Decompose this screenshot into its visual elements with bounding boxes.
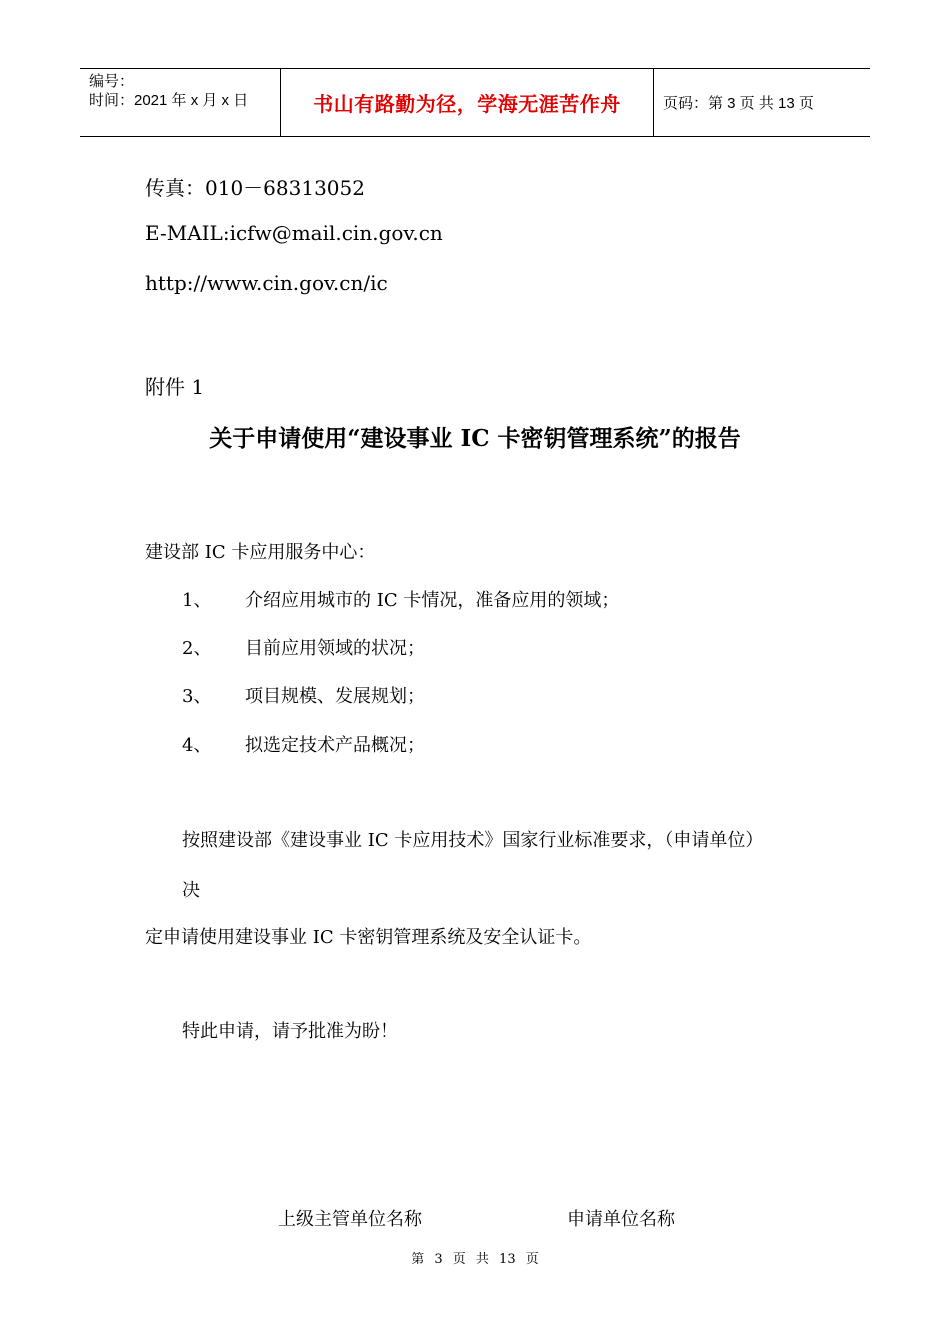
- list-item-number: 4、: [182, 735, 212, 756]
- motto: 书山有路勤为径，学海无涯苦作舟: [313, 94, 621, 116]
- superior-unit-signature: 上级主管单位名称: [278, 1209, 422, 1230]
- list-item-text: 项目规模、发展规划；: [245, 686, 425, 707]
- salutation: 建设部 IC 卡应用服务中心：: [145, 542, 376, 563]
- attachment-label: 附件 1: [145, 375, 205, 399]
- closing-line: 特此申请，请予批准为盼！: [182, 1021, 398, 1042]
- applicant-unit-signature: 申请单位名称: [567, 1209, 675, 1230]
- serial-label: 编号：: [89, 73, 135, 90]
- fax-line: 传真：010－68313052: [145, 176, 365, 200]
- page-label: 页码：第 3 页 共 13 页: [663, 95, 814, 112]
- email-line: E-MAIL:icfw@mail.cin.gov.cn: [145, 221, 443, 245]
- header-page-cell: [654, 69, 870, 136]
- list-item-number: 1、: [182, 590, 212, 611]
- list-item-text: 目前应用领域的状况；: [245, 638, 425, 659]
- page-header: [80, 68, 870, 137]
- url-line: http://www.cin.gov.cn/ic: [145, 271, 388, 295]
- page-footer: 第 3 页 共 13 页: [411, 1252, 539, 1267]
- header-motto-cell: [281, 69, 654, 136]
- list-item-number: 3、: [182, 686, 212, 707]
- document-title: 关于申请使用“建设事业 IC 卡密钥管理系统”的报告: [209, 425, 741, 452]
- body-line-1: 按照建设部《建设事业 IC 卡应用技术》国家行业标准要求，（申请单位）: [182, 830, 764, 851]
- list-item-text: 拟选定技术产品概况；: [245, 735, 425, 756]
- body-line-3: 定申请使用建设事业 IC 卡密钥管理系统及安全认证卡。: [145, 927, 592, 948]
- body-line-2: 决: [182, 880, 200, 901]
- list-item-text: 介绍应用城市的 IC 卡情况，准备应用的领域；: [245, 590, 620, 611]
- list-item-number: 2、: [182, 638, 212, 659]
- time-label: 时间：2021 年 x 月 x 日: [89, 92, 249, 109]
- header-meta: [80, 69, 281, 136]
